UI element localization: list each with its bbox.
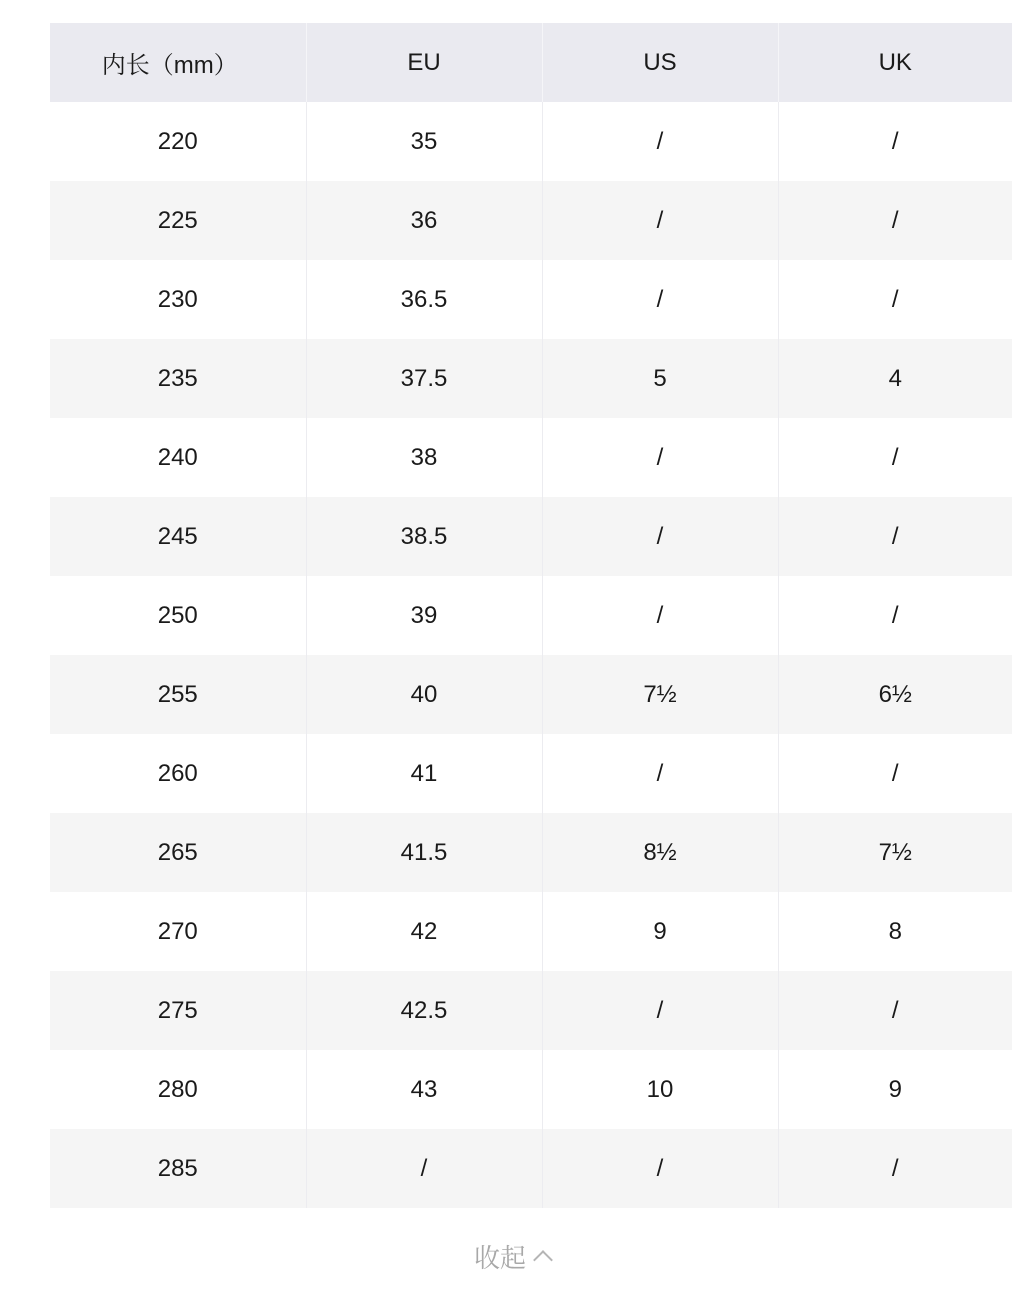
inner-length-cell: 270: [50, 892, 306, 971]
inner-length-cell: 235: [50, 339, 306, 418]
eu-cell: 40: [306, 655, 542, 734]
table-row: [50, 418, 1012, 497]
table-row: [50, 339, 1012, 418]
us-cell: /: [542, 576, 778, 655]
header-us: US: [542, 23, 778, 102]
eu-cell: 39: [306, 576, 542, 655]
eu-cell: 43: [306, 1050, 542, 1129]
inner-length-cell: 275: [50, 971, 306, 1050]
table-row: [50, 181, 1012, 260]
us-cell: /: [542, 181, 778, 260]
eu-cell: 37.5: [306, 339, 542, 418]
us-cell: 5: [542, 339, 778, 418]
uk-cell: /: [778, 734, 1012, 813]
table-row: [50, 1050, 1012, 1129]
table-row: [50, 734, 1012, 813]
table-header-row: [50, 23, 1012, 102]
uk-cell: /: [778, 971, 1012, 1050]
us-cell: /: [542, 734, 778, 813]
uk-cell: /: [778, 102, 1012, 181]
header-inner-length: 内长（mm）: [50, 23, 306, 102]
us-cell: /: [542, 260, 778, 339]
eu-cell: 38.5: [306, 497, 542, 576]
chevron-up-icon: [533, 1250, 553, 1270]
eu-cell: 36: [306, 181, 542, 260]
us-cell: /: [542, 497, 778, 576]
header-eu: EU: [306, 23, 542, 102]
uk-cell: 9: [778, 1050, 1012, 1129]
table-row: [50, 655, 1012, 734]
eu-cell: 41: [306, 734, 542, 813]
us-cell: /: [542, 1129, 778, 1208]
us-cell: /: [542, 971, 778, 1050]
table-body: [50, 102, 1012, 1208]
eu-cell: 42: [306, 892, 542, 971]
inner-length-cell: 250: [50, 576, 306, 655]
eu-cell: /: [306, 1129, 542, 1208]
inner-length-cell: 265: [50, 813, 306, 892]
table-row: [50, 576, 1012, 655]
uk-cell: 4: [778, 339, 1012, 418]
inner-length-cell: 285: [50, 1129, 306, 1208]
uk-cell: /: [778, 497, 1012, 576]
uk-cell: /: [778, 181, 1012, 260]
us-cell: 10: [542, 1050, 778, 1129]
uk-cell: /: [778, 576, 1012, 655]
inner-length-cell: 225: [50, 181, 306, 260]
eu-cell: 42.5: [306, 971, 542, 1050]
us-cell: /: [542, 102, 778, 181]
eu-cell: 36.5: [306, 260, 542, 339]
size-chart-table: [50, 23, 1012, 1208]
table-row: [50, 971, 1012, 1050]
collapse-label: 收起: [473, 1242, 526, 1273]
inner-length-cell: 280: [50, 1050, 306, 1129]
us-cell: 9: [542, 892, 778, 971]
table-row: [50, 497, 1012, 576]
inner-length-cell: 255: [50, 655, 306, 734]
table-row: [50, 813, 1012, 892]
us-cell: /: [542, 418, 778, 497]
us-cell: 8½: [542, 813, 778, 892]
uk-cell: 7½: [778, 813, 1012, 892]
inner-length-cell: 245: [50, 497, 306, 576]
uk-cell: /: [778, 260, 1012, 339]
inner-length-cell: 260: [50, 734, 306, 813]
uk-cell: 6½: [778, 655, 1012, 734]
header-uk: UK: [778, 23, 1012, 102]
uk-cell: /: [778, 418, 1012, 497]
uk-cell: 8: [778, 892, 1012, 971]
table-row: [50, 260, 1012, 339]
inner-length-cell: 240: [50, 418, 306, 497]
collapse-button[interactable]: [0, 1236, 1024, 1276]
eu-cell: 35: [306, 102, 542, 181]
table-row: [50, 1129, 1012, 1208]
table-row: [50, 892, 1012, 971]
eu-cell: 41.5: [306, 813, 542, 892]
table-row: [50, 102, 1012, 181]
us-cell: 7½: [542, 655, 778, 734]
inner-length-cell: 230: [50, 260, 306, 339]
uk-cell: /: [778, 1129, 1012, 1208]
eu-cell: 38: [306, 418, 542, 497]
inner-length-cell: 220: [50, 102, 306, 181]
